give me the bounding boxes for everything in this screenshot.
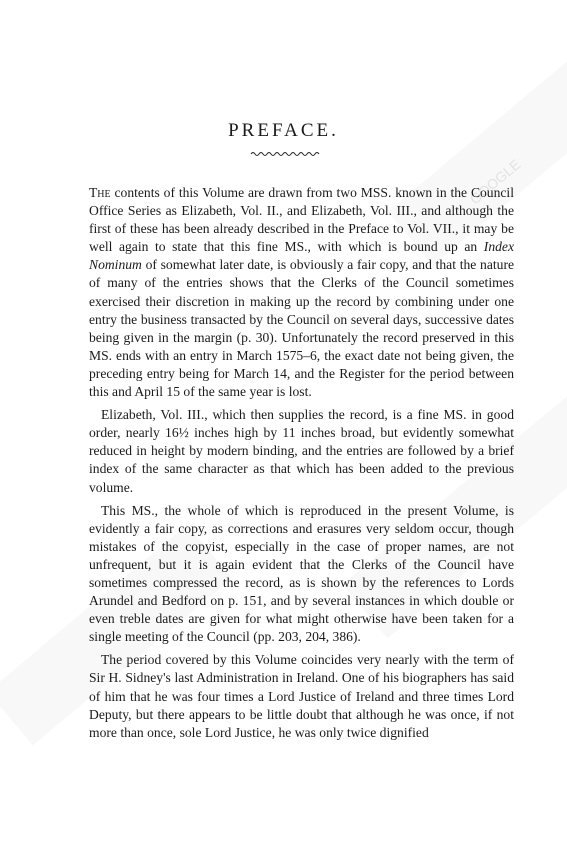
wavy-rule-ornament — [250, 150, 320, 158]
text-run: of somewhat later date, is obviously a fair copy, and that the nature of many of the entries shows that the Clerks of the Council sometimes exercised their discretion in making up the record by combining under one entry the business transacted by the Council on several days, successive dates being given in the margin (p. 30). Unfortunately the record preserved in this MS. ends with an entry in March 1575–6, the exact date not being given, the preceding entry being for March 14, and the Register for the period between this and April 15 of the same year is lost. — [89, 257, 514, 400]
page-title: PREFACE. — [228, 120, 339, 141]
italic-phrase: Index Nominum — [89, 239, 514, 273]
text-run: contents of this Volume are drawn from two MSS. known in the Council Office Series as Elizabeth, Vol. II., and Elizabeth, Vol. III., and although the first of these has been already described in the Preface to Vol. VII., it may be well again to state that this fine MS., with which is bound up an — [89, 185, 514, 255]
paragraph — [89, 651, 514, 741]
paragraph-lead-word: The — [89, 185, 111, 200]
text-run: The period covered by this Volume coincides very nearly with the term of Sir H. Sidney's last Administration in Ireland. One of his biographers has said of him that he was four times a Lord Justice of Ireland and three times Lord Deputy, but there appears to be little doubt that although he was once, if not more than once, sole Lord Justice, he was only twice dignified — [89, 652, 514, 740]
text-run: Elizabeth, Vol. III., which then supplies the record, is a fine MS. in good order, nearly 16½ inches high by 11 inches broad, but evidently somewhat reduced in height by modern binding, and the entries are followed by a brief index of the same character as that which has been added to the previous volume. — [89, 407, 514, 495]
watermark-text: GOOGLE — [466, 156, 524, 208]
paragraph — [89, 406, 514, 496]
text-run: This MS., the whole of which is reproduced in the present Volume, is evidently a fair copy, as corrections and erasures very seldom occur, though mistakes of the copyist, especially in the case of proper names, are not unfrequent, but it is again evident that the Clerks of the Council have sometimes compressed the record, as is shown by the references to Lords Arundel and Bedford on p. 151, and by several instances in which double or even treble dates are given for what might otherwise have been taken for a single meeting of the Council (pp. 203, 204, 386). — [89, 502, 514, 645]
paragraph — [89, 502, 514, 647]
body-text — [89, 184, 514, 747]
paragraph — [89, 184, 514, 401]
